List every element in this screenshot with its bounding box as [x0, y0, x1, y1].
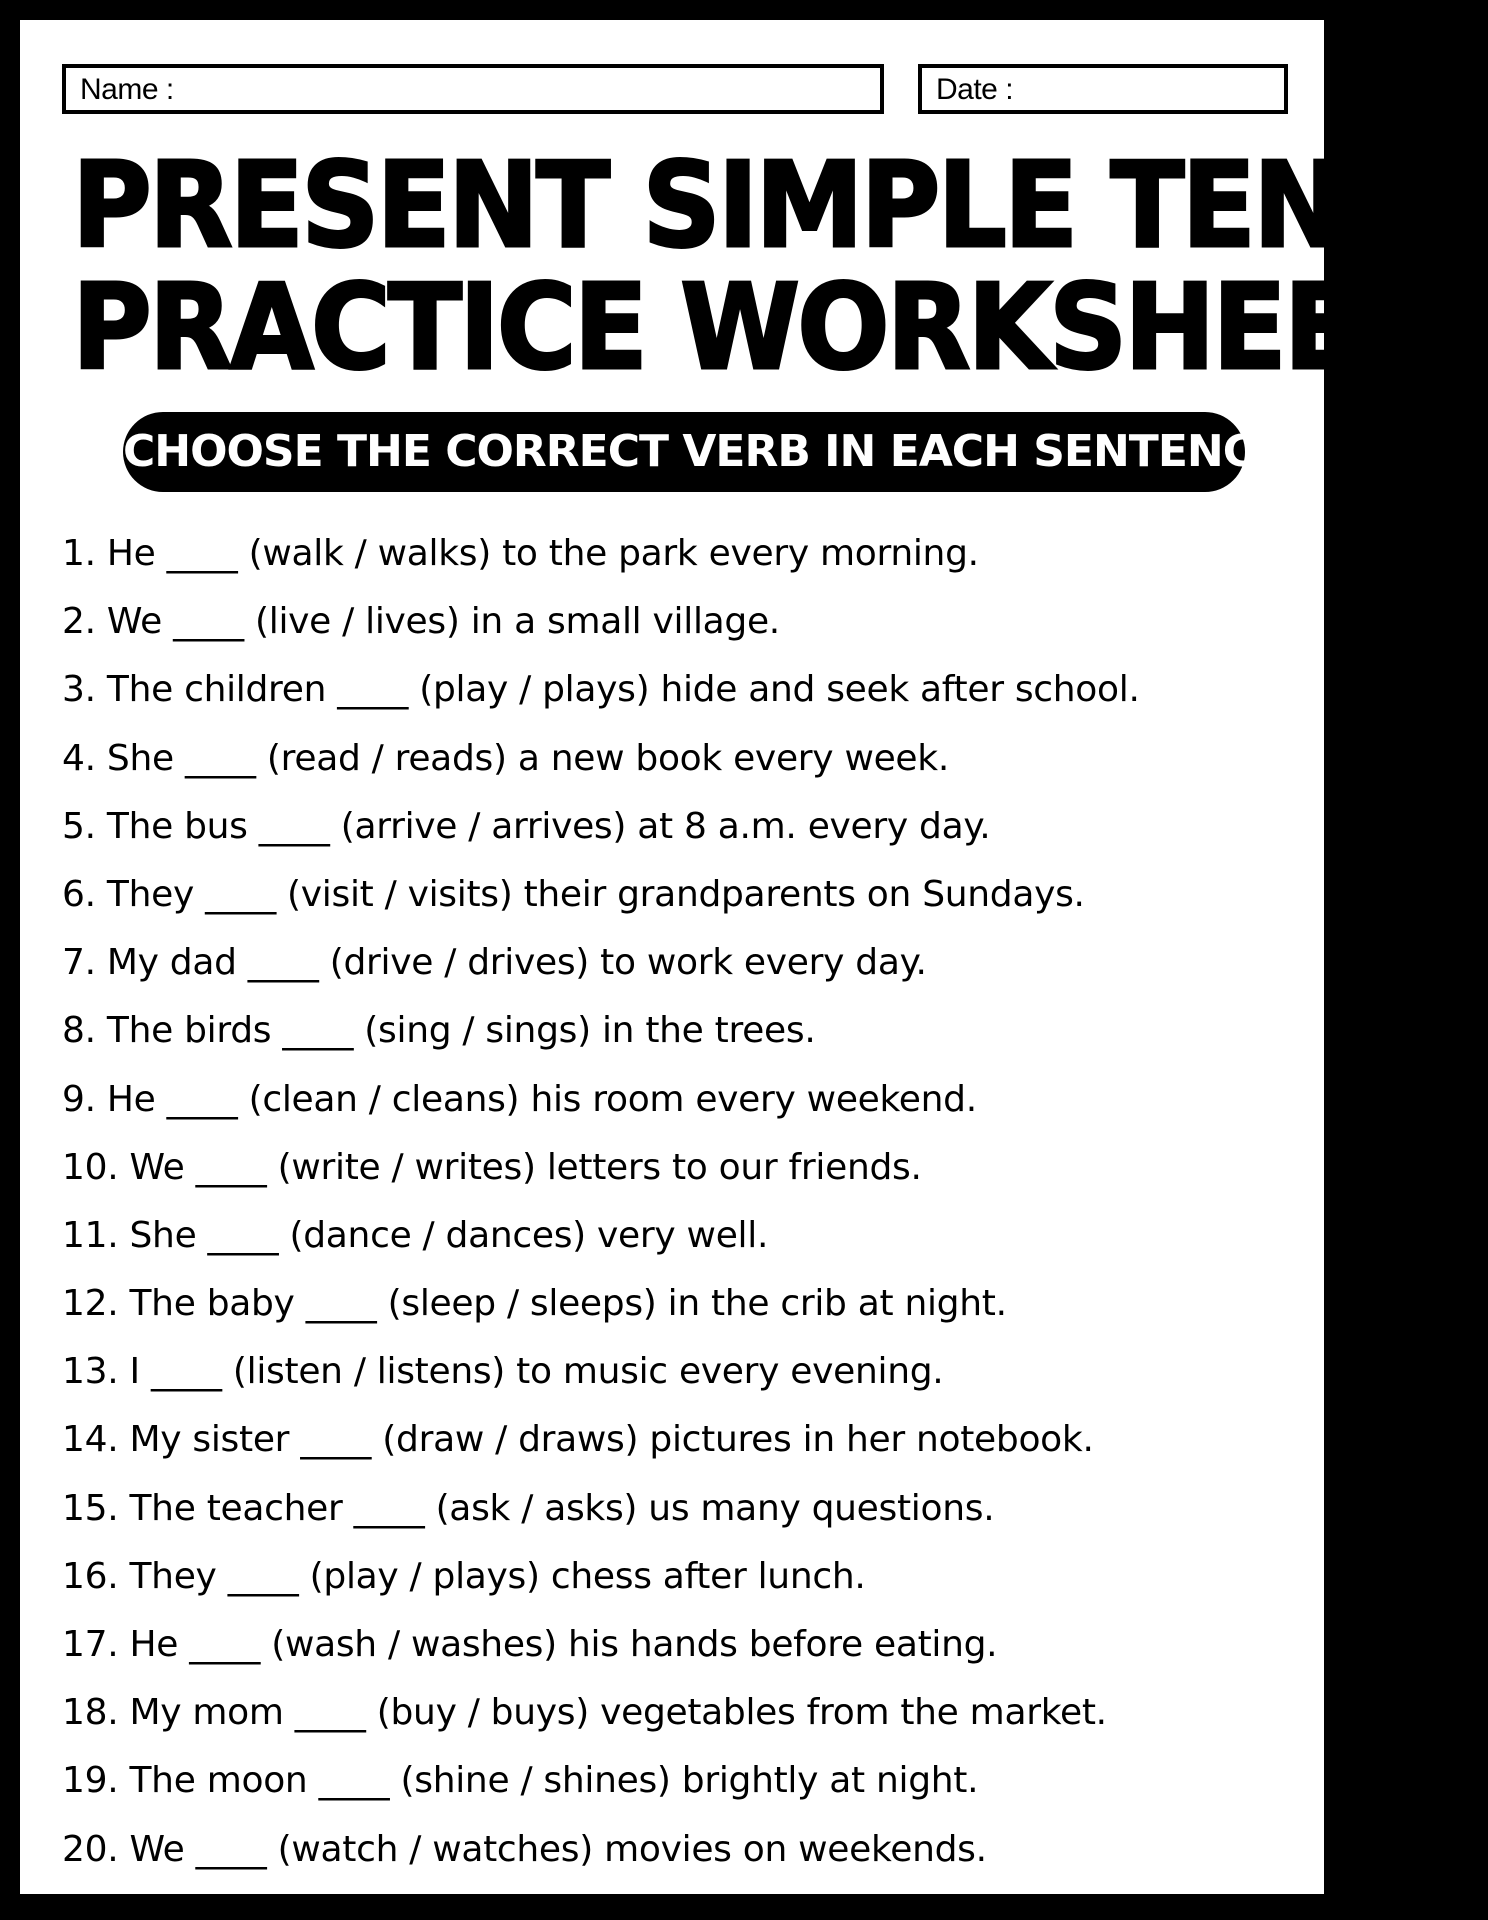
question-item: 19. The moon ____ (shine / shines) brightly at night.: [62, 1760, 979, 1802]
name-label: Name :: [80, 73, 174, 106]
question-item: 11. She ____ (dance / dances) very well.: [62, 1214, 769, 1256]
date-label: Date :: [936, 73, 1014, 106]
name-field[interactable]: [62, 64, 884, 114]
question-item: 2. We ____ (live / lives) in a small village.: [62, 601, 780, 643]
worksheet-page: [20, 20, 1488, 1894]
question-item: 15. The teacher ____ (ask / asks) us many questions.: [62, 1487, 995, 1529]
question-item: 6. They ____ (visit / visits) their grandparents on Sundays.: [62, 873, 1085, 915]
question-item: 1. He ____ (walk / walks) to the park every morning.: [62, 533, 979, 574]
question-item: 16. They ____ (play / plays) chess after lunch.: [62, 1555, 866, 1597]
question-item: 3. The children ____ (play / plays) hide and seek after school.: [62, 669, 1140, 711]
question-item: 7. My dad ____ (drive / drives) to work every day.: [62, 942, 927, 984]
date-field[interactable]: [918, 64, 1288, 114]
question-item: 12. The baby ____ (sleep / sleeps) in the crib at night.: [62, 1283, 1007, 1325]
question-item: 4. She ____ (read / reads) a new book every week.: [62, 737, 949, 779]
instruction-banner: CHOOSE THE CORRECT VERB IN EACH SENTENCE: [123, 412, 1245, 492]
question-item: 17. He ____ (wash / washes) his hands before eating.: [62, 1624, 998, 1665]
question-item: 13. I ____ (listen / listens) to music every evening.: [62, 1351, 944, 1393]
header-fields: [62, 64, 1288, 118]
question-item: 9. He ____ (clean / cleans) his room every weekend.: [62, 1078, 977, 1120]
question-item: 8. The birds ____ (sing / sings) in the trees.: [62, 1010, 816, 1052]
question-item: 5. The bus ____ (arrive / arrives) at 8 a.m. every day.: [62, 805, 991, 847]
question-item: 20. We ____ (watch / watches) movies on weekends.: [62, 1828, 987, 1870]
title-line-1: PRESENT SIMPLE TENSE: [72, 136, 1488, 274]
question-item: 14. My sister ____ (draw / draws) pictures in her notebook.: [62, 1419, 1094, 1461]
question-list: [62, 520, 1282, 1884]
question-item: 18. My mom ____ (buy / buys) vegetables from the market.: [62, 1692, 1107, 1734]
question-item: 10. We ____ (write / writes) letters to our friends.: [62, 1146, 922, 1188]
title-line-2: PRACTICE WORKSHEET: [72, 258, 1427, 396]
